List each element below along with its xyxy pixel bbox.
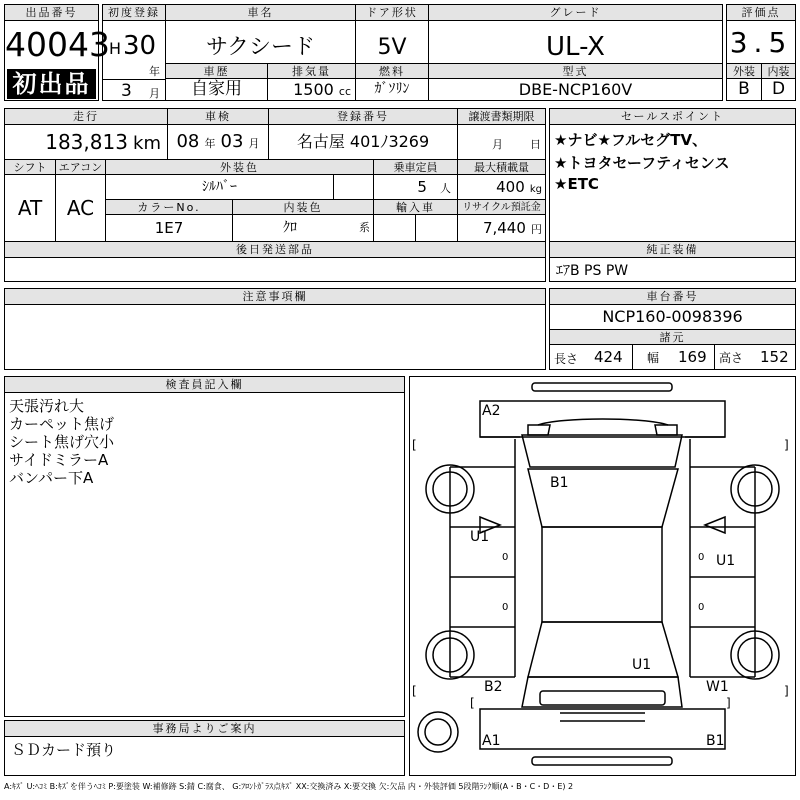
- recycle-unit: 円: [531, 223, 542, 236]
- office-label: 事務局よりご案内: [5, 721, 404, 737]
- year-unit: 年: [149, 65, 160, 78]
- equipment-value: ｴｱB PS PW: [556, 263, 629, 279]
- bracket-right-2: ]: [784, 684, 789, 698]
- capacity-value: 5: [417, 178, 427, 196]
- inspection-month-unit: 月: [248, 137, 260, 150]
- load-unit: kg: [529, 184, 542, 195]
- shift-label: シフト: [5, 159, 55, 175]
- svg-text:0: 0: [502, 552, 509, 563]
- color-no-label: カラーNo.: [105, 199, 232, 215]
- transfer-day-unit: 日: [530, 138, 541, 151]
- load-value: 400: [496, 178, 525, 196]
- lot-number-label: 出品番号: [5, 5, 98, 21]
- interior-color-label: 内装色: [232, 199, 373, 215]
- interior-score: D: [761, 79, 795, 100]
- capacity-label: 乗車定員: [373, 159, 457, 175]
- first-time-badge: 初出品: [7, 69, 96, 99]
- inspector-notes: [9, 397, 114, 487]
- interior-color-value: ｸﾛ: [283, 220, 297, 236]
- cc-unit: cc: [338, 85, 351, 98]
- fuel-label: 燃料: [355, 63, 428, 79]
- recycle-fee: [457, 215, 545, 241]
- sales-point-2: ★トヨタセーフティセンス: [554, 154, 730, 172]
- capacity: [373, 175, 457, 199]
- inspector-note-5: バンパー下A: [9, 469, 94, 487]
- lot-number: 40043: [5, 25, 110, 64]
- plate-number: 名古屋 401ﾉ3269: [268, 125, 457, 159]
- dims-label: 諸元: [550, 329, 795, 345]
- score-label: 評価点: [727, 5, 795, 21]
- interior-color-unit: 系: [359, 221, 370, 234]
- history-label: 車歴: [165, 63, 267, 79]
- shift: AT: [17, 196, 43, 220]
- equipment-label: 純正装備: [550, 242, 795, 258]
- equipment-box: [549, 241, 796, 282]
- mark-rear-bumper-left: A1: [482, 733, 501, 749]
- capacity-unit: 人: [440, 182, 451, 195]
- mark-rear: U1: [632, 657, 652, 673]
- transfer-label: 譲渡書類期限: [457, 109, 545, 125]
- reg-month: 3: [121, 81, 132, 101]
- width-label: 幅: [632, 345, 659, 369]
- svg-text:0: 0: [698, 602, 705, 613]
- exterior-score: B: [738, 79, 750, 99]
- import-label: 輸入車: [373, 199, 457, 215]
- inspection-year-unit: 年: [204, 137, 216, 150]
- exterior-color: ｼﾙﾊﾞｰ: [105, 175, 333, 199]
- mileage-value: 183,813: [45, 130, 128, 154]
- car-name: サクシード: [165, 21, 355, 74]
- inspector-note-4: サイドミラーA: [9, 451, 109, 469]
- load-label: 最大積載量: [457, 159, 545, 175]
- inspection-label: 車検: [167, 109, 268, 125]
- inspection-year: 08: [176, 131, 200, 152]
- exterior-label: 外装: [727, 63, 761, 79]
- sales-points-label: セールスポイント: [550, 109, 795, 125]
- interior-color: [232, 215, 373, 241]
- chassis-number: NCP160-0098396: [602, 307, 743, 326]
- model: DBE-NCP160V: [428, 79, 722, 100]
- displacement-label: 排気量: [267, 63, 355, 79]
- inspector-note-2: カーペット焦げ: [9, 415, 115, 433]
- inspector-box: [4, 376, 405, 717]
- svg-text:0: 0: [698, 552, 705, 563]
- recycle-label: リサイクル預託金: [457, 199, 545, 215]
- import-value: [373, 215, 415, 241]
- displacement-value: 1500: [293, 80, 334, 99]
- vehicle-info-box: [102, 4, 723, 101]
- plate-label: 登録番号: [268, 109, 457, 125]
- reg-era: H: [109, 39, 122, 58]
- bracket-left-2: [: [412, 684, 417, 698]
- ac: AC: [55, 175, 105, 241]
- mark-rear-bumper-right: B1: [706, 733, 725, 749]
- notes-label: 注意事項欄: [5, 289, 545, 305]
- reg-divider: [103, 79, 165, 80]
- model-label: 型式: [428, 63, 722, 79]
- color-label: 外装色: [105, 159, 373, 175]
- sales-point-3: ★ETC: [554, 175, 599, 193]
- import-value-2: [415, 215, 457, 241]
- fuel: ｶﾞｿﾘﾝ: [355, 79, 428, 100]
- mileage-label: 走行: [5, 109, 167, 125]
- km-unit: km: [133, 133, 161, 154]
- score-box: [726, 4, 796, 101]
- chassis-box: [549, 288, 796, 370]
- office-text: ＳＤカード預り: [11, 741, 117, 759]
- mark-left-door: U1: [470, 529, 490, 545]
- length-label: 長さ: [554, 352, 579, 366]
- grade-label: グレード: [428, 5, 722, 21]
- color-blank: [333, 175, 373, 199]
- car-name-label: 車名: [165, 5, 355, 21]
- mark-front-bumper: A2: [482, 403, 501, 419]
- inspector-label: 検査員記入欄: [5, 377, 404, 393]
- recycle-value: 7,440: [482, 219, 526, 237]
- svg-text:0: 0: [502, 602, 509, 613]
- bracket-left-3: [: [470, 696, 475, 710]
- inspection-date: [167, 125, 268, 159]
- notes-box: [4, 288, 546, 370]
- inspector-note-3: シート焦げ穴小: [9, 433, 115, 451]
- score: 3.5: [729, 26, 793, 59]
- displacement: [267, 79, 355, 100]
- mark-roof: B1: [550, 475, 569, 491]
- color-no: 1E7: [105, 215, 232, 241]
- mark-left-rear: B2: [484, 679, 503, 695]
- later-parts-label: 後日発送部品: [5, 242, 545, 258]
- ac-label: エアコン: [55, 159, 105, 175]
- later-parts-box: [4, 241, 546, 282]
- car-diagram: [410, 377, 795, 775]
- lot-number-box: [4, 4, 110, 101]
- reg-year: 30: [123, 31, 157, 61]
- inspector-note-1: 天張汚れ大: [9, 397, 85, 415]
- reg-year-label: 初度登録: [103, 5, 165, 21]
- transfer-date: [457, 125, 545, 159]
- width-value: 169: [678, 348, 707, 366]
- bracket-right-3: ]: [726, 696, 731, 710]
- mark-right-rear: W1: [706, 679, 729, 695]
- car-diagram-box: [409, 376, 796, 776]
- history: 自家用: [165, 79, 267, 100]
- length-value: 424: [594, 348, 623, 366]
- inspection-month: 03: [220, 131, 244, 152]
- chassis-label: 車台番号: [550, 289, 795, 305]
- door-label: ドア形状: [355, 5, 428, 21]
- sales-point-1: ★ナビ★フルセグTV、: [554, 131, 708, 149]
- interior-label: 内装: [761, 63, 795, 79]
- height-label: 高さ: [714, 345, 743, 369]
- legend: A:ｷｽﾞ U:ﾍｺﾐ B:ｷｽﾞを伴うﾍｺﾐ P:要塗装 W:補修跡 S:錆 C:腐食、 G:ﾌﾛﾝﾄｶﾞﾗｽ点ｷｽﾞ XX:交換済み X:要交換 欠:欠品 内・外装評価 5段階ﾗﾝｸ順(A・B・C・D・E) 2: [4, 782, 574, 791]
- mileage: [5, 125, 167, 159]
- grade: UL-X: [428, 21, 722, 74]
- office-box: [4, 720, 405, 776]
- month-unit: 月: [149, 87, 160, 100]
- height-value: 152: [760, 348, 789, 366]
- sales-points-box: [549, 108, 796, 242]
- bracket-right-1: ]: [784, 438, 789, 452]
- mark-right-door: U1: [716, 553, 736, 569]
- transfer-month-unit: 月: [492, 138, 503, 151]
- details-box: [4, 108, 546, 242]
- door-type: 5V: [355, 21, 428, 74]
- max-load: [457, 175, 545, 199]
- bracket-left-1: [: [412, 438, 417, 452]
